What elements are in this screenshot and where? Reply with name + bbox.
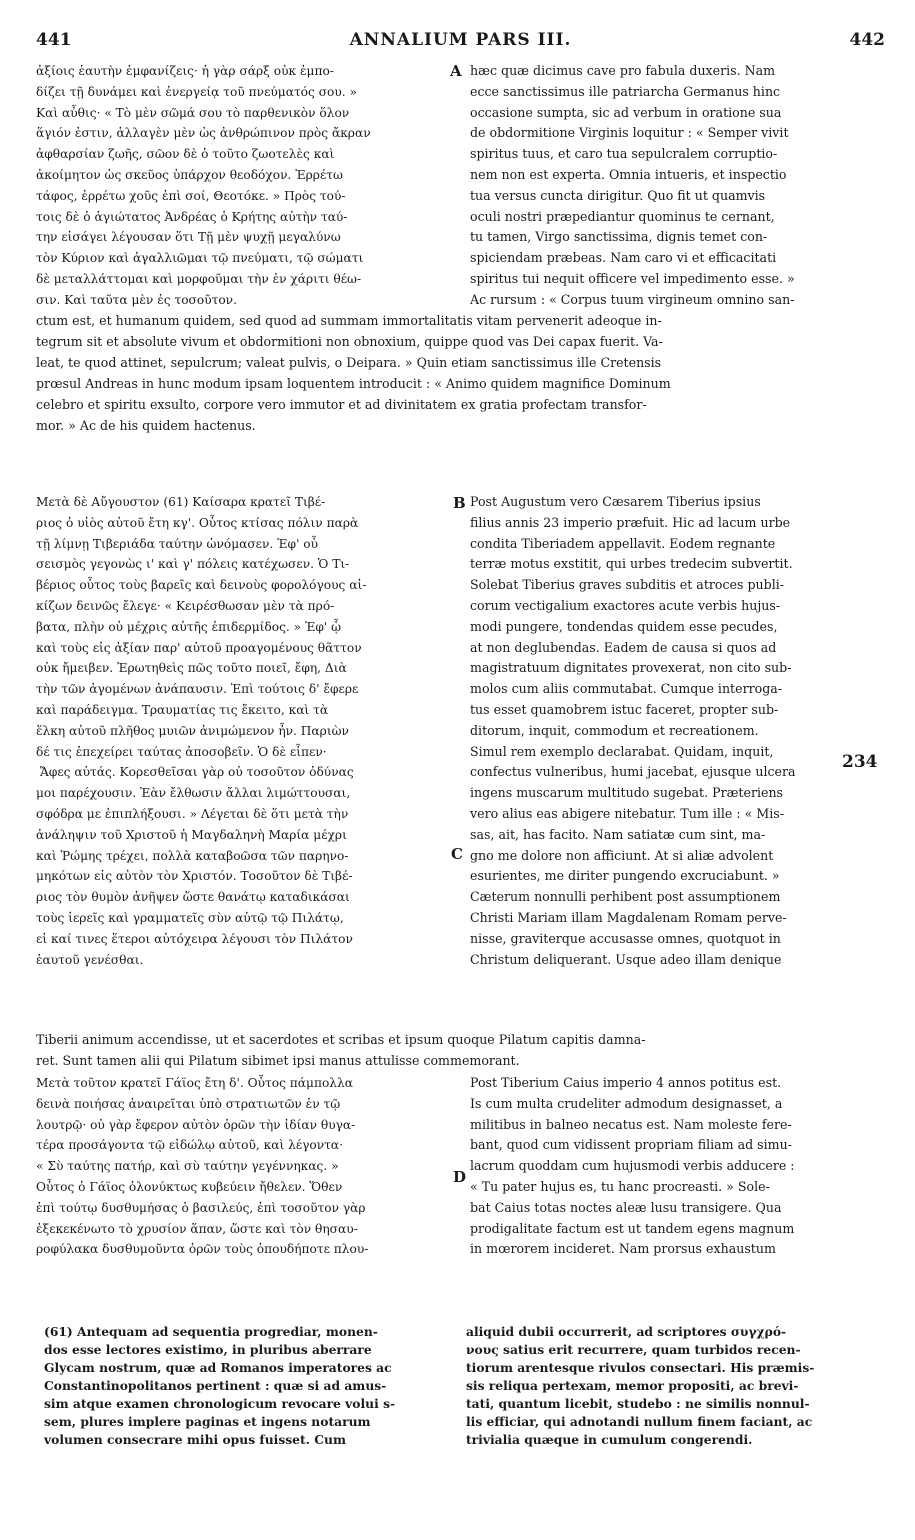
marker-c: C [451,845,463,863]
marker-d: D [453,1168,467,1186]
latin-full-width-2: Tiberii animum accendisse, ut et sacerdotes et scribas et ipsum quoque Pilatum capitis damna- ret. Sunt tamen alii qui Pilatum sibimet ipsi manus attulisse commemorant. [36,1032,646,1068]
marker-a: A [450,62,462,80]
latin-full-width-1: ctum est, et humanum quidem, sed quod ad summam immortalitatis vitam pervenerit adeoque in- tegrum sit et absolute vivum et obdormitioni non obnoxium, quippe quod vas Dei capax fuerit. Va- leat, te quod attinet, sepulcrum; valeat pulvis, o Deipara. » Quin etiam sanctissimus ille Cretensis prœsul Andreas in hunc modum ipsam loquentem introducit : « Animo quidem magnifice Dominum celebro et spiritu exsulto, corpore vero immutor et ad divinitatem ex gratia profectam transfor- mor. » Ac de his quidem hactenus. [36,313,671,433]
page-number-234: 234 [842,752,878,772]
header-page-left: 441 [36,30,72,50]
header-page-right: 442 [849,30,885,50]
latin-column-3: Post Tiberium Caius imperio 4 annos potitus est. Is cum multa crudeliter admodum designasset, a militibus in balneo necatus est. Nam moleste fere- bant, quod cum vidissent propriam filiam ad simu- lacrum quoddam cum hujusmodi verbis adducere : « Tu pater hujus es, tu hanc procreasti. » Sole- bat Caius totas noctes aleæ lusu transigere. Qua prodigalitate factum est ut tandem egens magnum in mœrorem incideret. Nam prorsus exhaustum [470,1075,795,1257]
greek-column-2: Μετὰ δὲ Αὔγουστον (61) Καίσαρα κρατεῖ Τιβέ- ριος ὁ υἱὸς αὐτοῦ ἔτη κγ'. Οὗτος κτίσας πόλιν παρὰ τῇ λίμνῃ Τιβεριάδα ταύτην ὠνόμασεν. Ἐφ' οὗ σεισμὸς γεγονὼς ι' καὶ γ' πόλεις κατέχωσεν. Ὁ Τι- βέριος οὗτος τοὺς βαρεῖς καὶ δεινοὺς φορολόγους αἰ- κίζων δεινῶς ἔλεγε· « Κειρέσθωσαν μὲν τὰ πρό- βατα, πλὴν οὐ μέχρις αὐτῆς ἐπιδερμίδος. » Ἐφ' ᾧ καὶ τοὺς εἰς ἀξίαν παρ' αὐτοῦ προαγομένους θᾶττον οὐκ ἤμειβεν. Ἐρωτηθεὶς πῶς τοῦτο ποιεῖ, ἔφη, Διὰ τὴν τῶν ἀγομένων ἀνάπαυσιν. Ἐπὶ τούτοις δ' ἔφερε καὶ παράδειγμα. Τραυματίας τις ἔκειτο, καὶ τὰ ἕλκη αὐτοῦ πλῆθος μυιῶν ἀνιμώμενον ἦν. Παριὼν δέ τις ἐπεχείρει ταύτας ἀποσοβεῖν. Ὁ δὲ εἶπεν· Ἄφες αὐτάς. Κορεσθεῖσαι γὰρ οὐ τοσοῦτον ὀδύνας μοι παρέχουσιν. Ἐὰν ἔλθωσιν ἄλλαι λιμώττουσαι, σφόδρα με ἐπιπλήξουσι. » Λέγεται δὲ ὅτι μετὰ τὴν ἀνάληψιν τοῦ Χριστοῦ ἡ Μαγδαληνὴ Μαρία μέχρι καὶ Ῥώμης τρέχει, πολλὰ καταβοῶσα τῶν παρηνο- μηκότων εἰς αὐτὸν τὸν Χριστόν. Τοσοῦτον δὲ Τιβέ- ριος τὸν θυμὸν ἀνῆψεν ὥστε θανάτῳ καταδικάσαι τοὺς ἱερεῖς καὶ γραμματεῖς σὺν αὐτῷ τῷ Πιλάτῳ, εἰ καί τινες ἕτεροι αὐτόχειρα λέγουσι τὸν Πιλάτον ἑαυτοῦ γενέσθαι. [36,495,367,967]
footnote-61-left: (61) Antequam ad sequentia progrediar, monen- dos esse lectores existimo, in pluribus aberrare Glycam nostrum, quæ ad Romanos imperatores ac Constantinopolitanos pertinent : quæ si ad amus- sim atque examen chronologicum revocare volui s- sem, plures implere paginas et ingens notarum volumen consecrare mihi opus fuisset. Cum [44,1324,396,1447]
page-header [36,30,885,52]
marker-b: B [453,494,466,512]
greek-column-3: Μετὰ τοῦτον κρατεῖ Γάϊος ἔτη δ'. Οὗτος πάμπολλα δεινὰ ποιήσας ἀναιρεῖται ὑπὸ στρατιωτῶν ἐν τῷ λουτρῷ· οὐ γὰρ ἔφερον αὐτὸν ὁρῶν τὴν ἰδίαν θυγα- τέρα προσάγοντα τῷ εἰδώλῳ αὐτοῦ, καὶ λέγοντα· « Σὺ ταύτης πατήρ, καὶ σὺ ταύτην γεγέννηκας. » Οὗτος ὁ Γάϊος ὁλονύκτως κυβεύειν ἤθελεν. Ὅθεν ἐπὶ τούτῳ δυσθυμήσας ὁ βασιλεύς, ἐπὶ τοσοῦτον γὰρ ἐξεκεκένωτο τὸ χρυσίον ἅπαν, ὥστε καὶ τὸν θησαυ- ροφύλακα δυσθυμοῦντα ὁρῶν τοὺς ὁπουδήποτε πλου- [36,1076,369,1257]
latin-column-2: Post Augustum vero Cæsarem Tiberius ipsius filius annis 23 imperio præfuit. Hic ad lacum urbe condita Tiberiadem appellavit. Eodem regnante terræ motus exstitit, qui urbes tredecim subvertit. Solebat Tiberius graves subditis et atroces publi- corum vectigalium exactores acute verbis hujus- modi pungere, tondendas quidem esse pecudes, at non deglubendas. Eadem de causa si quos ad magistratuum dignitates provexerat, non cito sub- molos cum aliis commutabat. Cumque interroga- tus esset quamobrem istuc faceret, propter sub- ditorum, inquit, commodum et recreationem. Simul rem exemplo declarabat. Quidam, inquit, confectus vulneribus, humi jacebat, ejusque ulcera ingens muscarum multitudo sugebat. Præteriens vero alius eas abigere nitebatur. Tum ille : « Mis- sas, ait, has facito. Nam satiatæ cum sint, ma- gno me dolore non afficiunt. At si aliæ advolent esurientes, me diriter pungendo excruciabunt. » Cæterum nonnulli perhibent post assumptionem Christi Mariam illam Magdalenam Romam perve- nisse, graviterque accusasse omnes, quotquot in Christum deliquerant. Usque adeo illam denique [470,494,796,967]
latin-column-1: hæc quæ dicimus cave pro fabula duxeris. Nam ecce sanctissimus ille patriarcha Germanus hinc occasione sumpta, sic ad verbum in oratione sua de obdormitione Virginis loquitur : « Semper vivit spiritus tuus, et caro tua sepulcralem corruptio- nem non est experta. Omnia intueris, et inspectio tua versus cuncta dirigitur. Quo fit ut quamvis oculi nostri præpediantur quominus te cernant, tu tamen, Virgo sanctissima, dignis temet con- spiciendam præbeas. Nam caro vi et efficacitati spiritus tui nequit officere vel impedimento esse. » Ac rursum : « Corpus tuum virgineum omnino san- [470,63,795,307]
greek-column-1: ἀξίοις ἑαυτὴν ἐμφανίζεις· ἡ γὰρ σάρξ οὐκ ἐμπο- δίζει τῇ δυνάμει καὶ ἐνεργείᾳ τοῦ πνεύματός σου. » Καὶ αὖθις· « Τὸ μὲν σῶμά σου τὸ παρθενικὸν ὅλον ἅγιόν ἐστιν, ἁλλαγὲν μὲν ὡς ἀνθρώπινον πρὸς ἄκραν ἀφθαρσίαν ζωῆς, σῶον δὲ ὁ τοῦτο ζωοτελὲς καὶ ἀκοίμητον ὡς σκεῦος ὑπάρχον θεοδόχον. Ἐρρέτω τάφος, ἐρρέτω χοῦς ἐπὶ σοί, Θεοτόκε. » Πρὸς τού- τοις δὲ ὁ ἁγιώτατος Ἀνδρέας ὁ Κρήτης αὐτὴν ταύ- την εἰσάγει λέγουσαν ὅτι Τῇ μὲν ψυχῇ μεγαλύνω τὸν Κύριον καὶ ἀγαλλιῶμαι τῷ πνεύματι, τῷ σώματι δὲ μεταλλάττομαι καὶ μορφοῦμαι τὴν ἐν χάριτι θέω- σιν. Καὶ ταῦτα μὲν ἐς τοσοῦτον. [36,64,371,307]
running-title: ANNALIUM PARS III. [349,30,572,50]
footnote-61-right: aliquid dubii occurrerit, ad scriptores συγχρό- νους satius erit recurrere, quam turbidos recen- tiorum arentesque rivulos consectari. His præmis- sis reliqua pertexam, memor propositi, ac brevi- tati, quantum licebit, studebo : ne similis nonnul- lis efficiar, qui adnotandi nullum finem faciant, ac trivialia quæque in cumulum congerendi. [466,1324,815,1447]
